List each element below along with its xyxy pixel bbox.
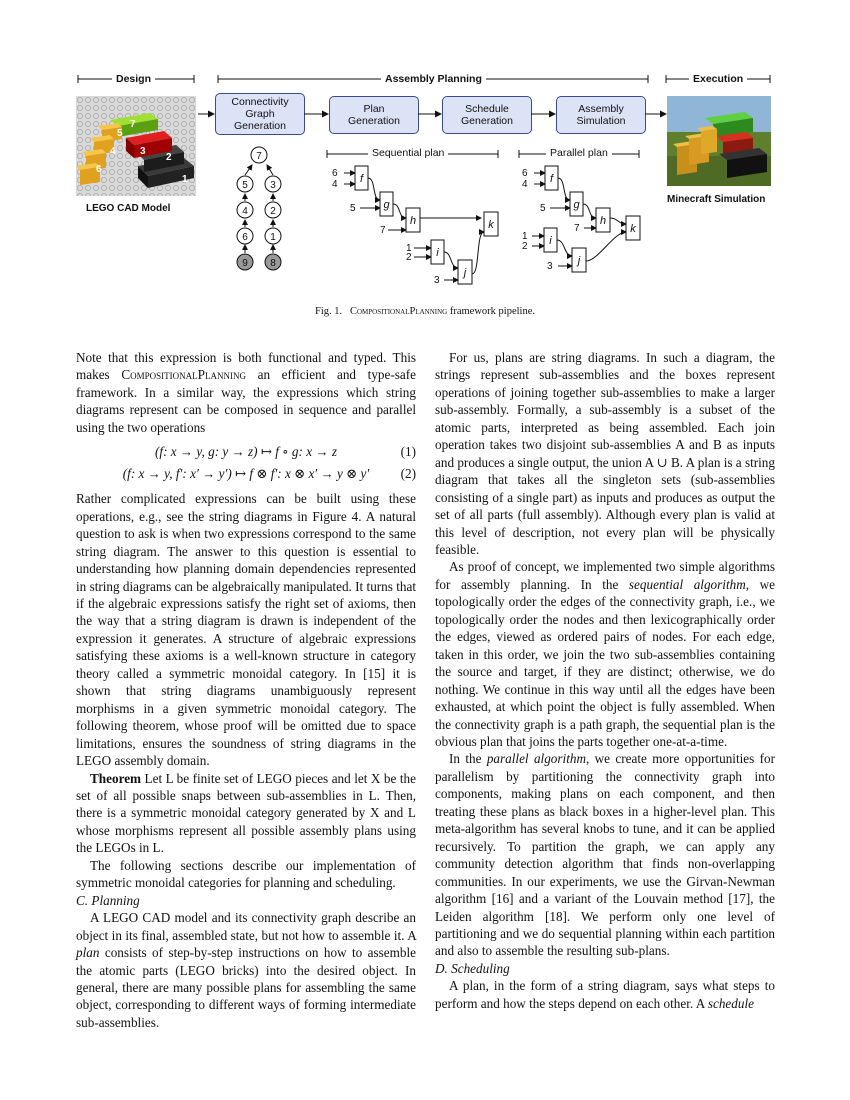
stage-line: Generation	[461, 115, 513, 127]
graph-node-label: 3	[270, 180, 276, 191]
plan-box-label: i	[549, 235, 552, 247]
plan-box-label: f	[549, 173, 554, 185]
minecraft-image	[667, 96, 771, 186]
lego-number: 2	[166, 152, 172, 163]
plan-box-label: f	[359, 173, 364, 185]
plan-input-label: 6	[522, 168, 528, 179]
section-heading-planning: C. Planning	[76, 892, 140, 908]
graph-node-label: 6	[242, 232, 248, 243]
graph-node-label: 5	[242, 180, 248, 191]
graph-node-label: 7	[256, 151, 262, 162]
plan-box-label: i	[436, 247, 439, 259]
mc-block-yellow3-front	[701, 129, 717, 154]
lego-cad-image	[76, 96, 196, 196]
text-run: A plan, in the form of a string diagram, says what steps to perform and how the steps depend on each other. A	[435, 978, 775, 1011]
theorem	[76, 770, 416, 857]
plan-input-label: 2	[522, 241, 528, 252]
minecraft-label: Minecraft Simulation	[667, 194, 766, 205]
paragraph	[76, 349, 416, 436]
stage-line: Simulation	[576, 115, 626, 127]
left-column	[76, 349, 416, 1031]
emphasis: sequential algorithm	[628, 576, 746, 592]
connectivity-graph	[225, 144, 295, 274]
lego-number: 5	[117, 128, 123, 139]
plan-input-label: 1	[522, 231, 528, 242]
lego-number: 1	[182, 174, 188, 185]
paragraph	[76, 909, 416, 1031]
theorem-text: Let L be finite set of LEGO pieces and let X be the set of all possible snaps between sub-assemblies in L. Then, there is a symmetric monoidal category generated by X and L whose morphisms represent all possible assembly plans using the LEGOs in L.	[76, 770, 416, 856]
plan-box-label: h	[599, 215, 607, 227]
sequential-plan-label: Sequential plan	[368, 147, 448, 159]
paragraph	[435, 750, 775, 959]
plan-box-label: h	[409, 215, 417, 227]
graph-node-label: 8	[270, 258, 276, 269]
caption-prefix: Fig. 1.	[314, 306, 343, 317]
paragraph	[435, 558, 775, 750]
graph-node-label: 1	[270, 232, 276, 243]
plan-input-label: 7	[574, 223, 580, 234]
caption-rest: framework pipeline.	[447, 306, 535, 317]
lego-number: 3	[140, 146, 146, 157]
lego-cad-label: LEGO CAD Model	[86, 203, 171, 214]
plan-input-label: 3	[434, 275, 440, 286]
paragraph: The following sections describe our implementation of symmetric monoidal categories for planning and scheduling.	[76, 857, 416, 891]
stage-line: Assembly	[578, 103, 624, 115]
plan-input-label: 5	[350, 203, 356, 214]
equation-body: (f: x → y, g: y → z) ↦ f ∘ g: x → z	[155, 444, 337, 460]
section-planning-label: Assembly Planning	[381, 73, 486, 85]
stage-line: Generation	[348, 115, 400, 127]
graph-node-label: 4	[242, 206, 248, 217]
text-run: an efficient and type-safe framework. In a similar way, the expressions which string diagrams represent can be composed in sequence and parallel using the two operations	[76, 367, 416, 435]
text-run: Note that this expression is both functional and typed. This makes	[76, 350, 416, 383]
plan-input-label: 5	[540, 203, 546, 214]
parallel-plan-diagram	[518, 160, 658, 280]
equation-2	[76, 463, 416, 485]
section-execution-label: Execution	[689, 73, 747, 85]
method-name: CompositionalPlanning	[121, 367, 246, 383]
right-column	[435, 349, 775, 1012]
text-run: , we create more opportunities for parallelism by partitioning the connectivity graph into components, making plans on each component, and then treating these plans as black boxes in a higher-level plan. This meta-algorithm has several knobs to tune, and it can be applied recursively. To partition the graph, we can apply any community detection algorithm that finds non-overlapping communities. In our experiments, we use the Girvan-Newman algorithm [16] and a variant of the Louvain method [17], the Leiden algorithm [18]. We perform only one level of partitioning and we do sequential planning within each partition and also to assemble the resulting sub-plans.	[435, 751, 776, 959]
lego-number: 4	[110, 146, 116, 157]
paragraph: Rather complicated expressions can be built using these operations, e.g., see the string diagrams in Figure 4. A natural question to ask is when two expressions correspond to the same string diagram. The answer to this question is essential to understanding how planning domain dependencies represented in string diagrams can be algebraically manipulated. It turns that if the algebraic expressions satisfy the right set of axioms, then the way that a string diagram is drawn is independent of the expression it generates. A structure of algebraic expressions satisfying these axioms is a well-known structure in category theory called a symmetric monoidal category. In [15] it is shown that string diagrams unambiguously represent morphisms in a given symmetric monoidal category. The following theorem, whose proof will be omitted due to space limitations, ensures the soundness of string diagrams in the LEGO assembly domain.	[76, 491, 416, 769]
paragraph: For us, plans are string diagrams. In such a diagram, the strings represent sub-assemblies and the boxes represent operations of joining together sub-assemblies to make a larger sub-assembly. Formally, a sub-assembly is a subset of the atomic parts, interpreted as being assembled. Each join operation takes two disjoint sub-assemblies A and B as inputs and produces a single output, the union A ∪ B. A plan is a string diagram that takes all the singleton sets (sub-assemblies consisting of a single part) as inputs and produces as output the set of all parts (full assembly). Although every plan is valid at this level of description, not every plan will be physically feasible.	[435, 350, 775, 557]
plan-input-label: 3	[547, 261, 553, 272]
stage-line: Connectivity	[231, 96, 289, 108]
figure-caption	[0, 306, 850, 317]
plan-input-label: 7	[380, 225, 386, 236]
parallel-plan-label: Parallel plan	[546, 147, 612, 159]
section-heading-scheduling: D. Scheduling	[435, 960, 510, 976]
emphasis: schedule	[707, 995, 754, 1011]
plan-box-label: j	[463, 267, 467, 279]
equation-number: (2)	[400, 466, 416, 482]
text-run: In the	[449, 751, 487, 767]
stage-line: Schedule	[465, 103, 509, 115]
stage-line: Graph	[245, 108, 275, 120]
equation-1	[76, 441, 416, 463]
emphasis: parallel algorithm	[486, 751, 586, 767]
plan-input-label: 1	[406, 243, 412, 254]
theorem-label: Theorem	[90, 770, 142, 786]
equation-number: (1)	[400, 444, 416, 460]
caption-name: CompositionalPlanning	[350, 306, 448, 317]
plan-box-label: k	[488, 219, 494, 231]
paragraph	[435, 977, 775, 1012]
plan-input-label: 6	[332, 168, 338, 179]
stage-line: Plan	[363, 103, 385, 115]
plan-box-label: j	[577, 255, 581, 267]
lego-number: 7	[130, 119, 136, 130]
plan-input-label: 4	[522, 179, 528, 190]
plan-input-label: 2	[406, 252, 412, 263]
section-brackets	[0, 0, 850, 100]
stage-line: Generation	[234, 120, 286, 132]
plan-input-label: 4	[332, 179, 338, 190]
graph-node-label: 2	[270, 206, 276, 217]
equation-body: (f: x → y, f′: x′ → y′) ↦ f ⊗ f′: x ⊗ x′ → y ⊗ y′	[122, 466, 370, 482]
text-run: , we topologically order the edges of the connectivity graph, i.e., we topologically order the nodes and then lexicographically order the edges, viewed as ordered pairs of nodes. For each edge, taken in this order, we join the two sub-assemblies containing the source and target, if they are distinct; otherwise, we do nothing. We continue in this way until all the edges have been exhausted, at which point the object is fully assembled. When the connectivity graph is a path graph, the sequential plan is the obvious plan that joins the parts together one-at-a-time.	[435, 576, 775, 749]
sequential-plan-diagram	[328, 160, 508, 290]
stage-arrows	[190, 100, 670, 130]
plan-box-label: g	[383, 199, 390, 211]
text-run: consists of step-by-step instructions on how to assemble the atomic parts (LEGO bricks) into the desired object. In general, there are many possible plans for assembling the same object, corresponding to different ways of forming intermediate sub-assemblies.	[76, 945, 416, 1030]
lego-number: 6	[96, 164, 102, 175]
section-design-label: Design	[112, 73, 155, 85]
text-run: A LEGO CAD model and its connectivity graph describe an object in its final, assembled state, but not how to assemble it. A	[76, 910, 416, 943]
plan-box-label: k	[630, 223, 636, 235]
graph-node-label: 9	[242, 258, 248, 269]
plan-box-label: g	[573, 199, 580, 211]
text-run: As proof of concept, we implemented two simple algorithms for assembly planning. In the	[435, 559, 775, 592]
emphasis: plan	[76, 945, 100, 961]
